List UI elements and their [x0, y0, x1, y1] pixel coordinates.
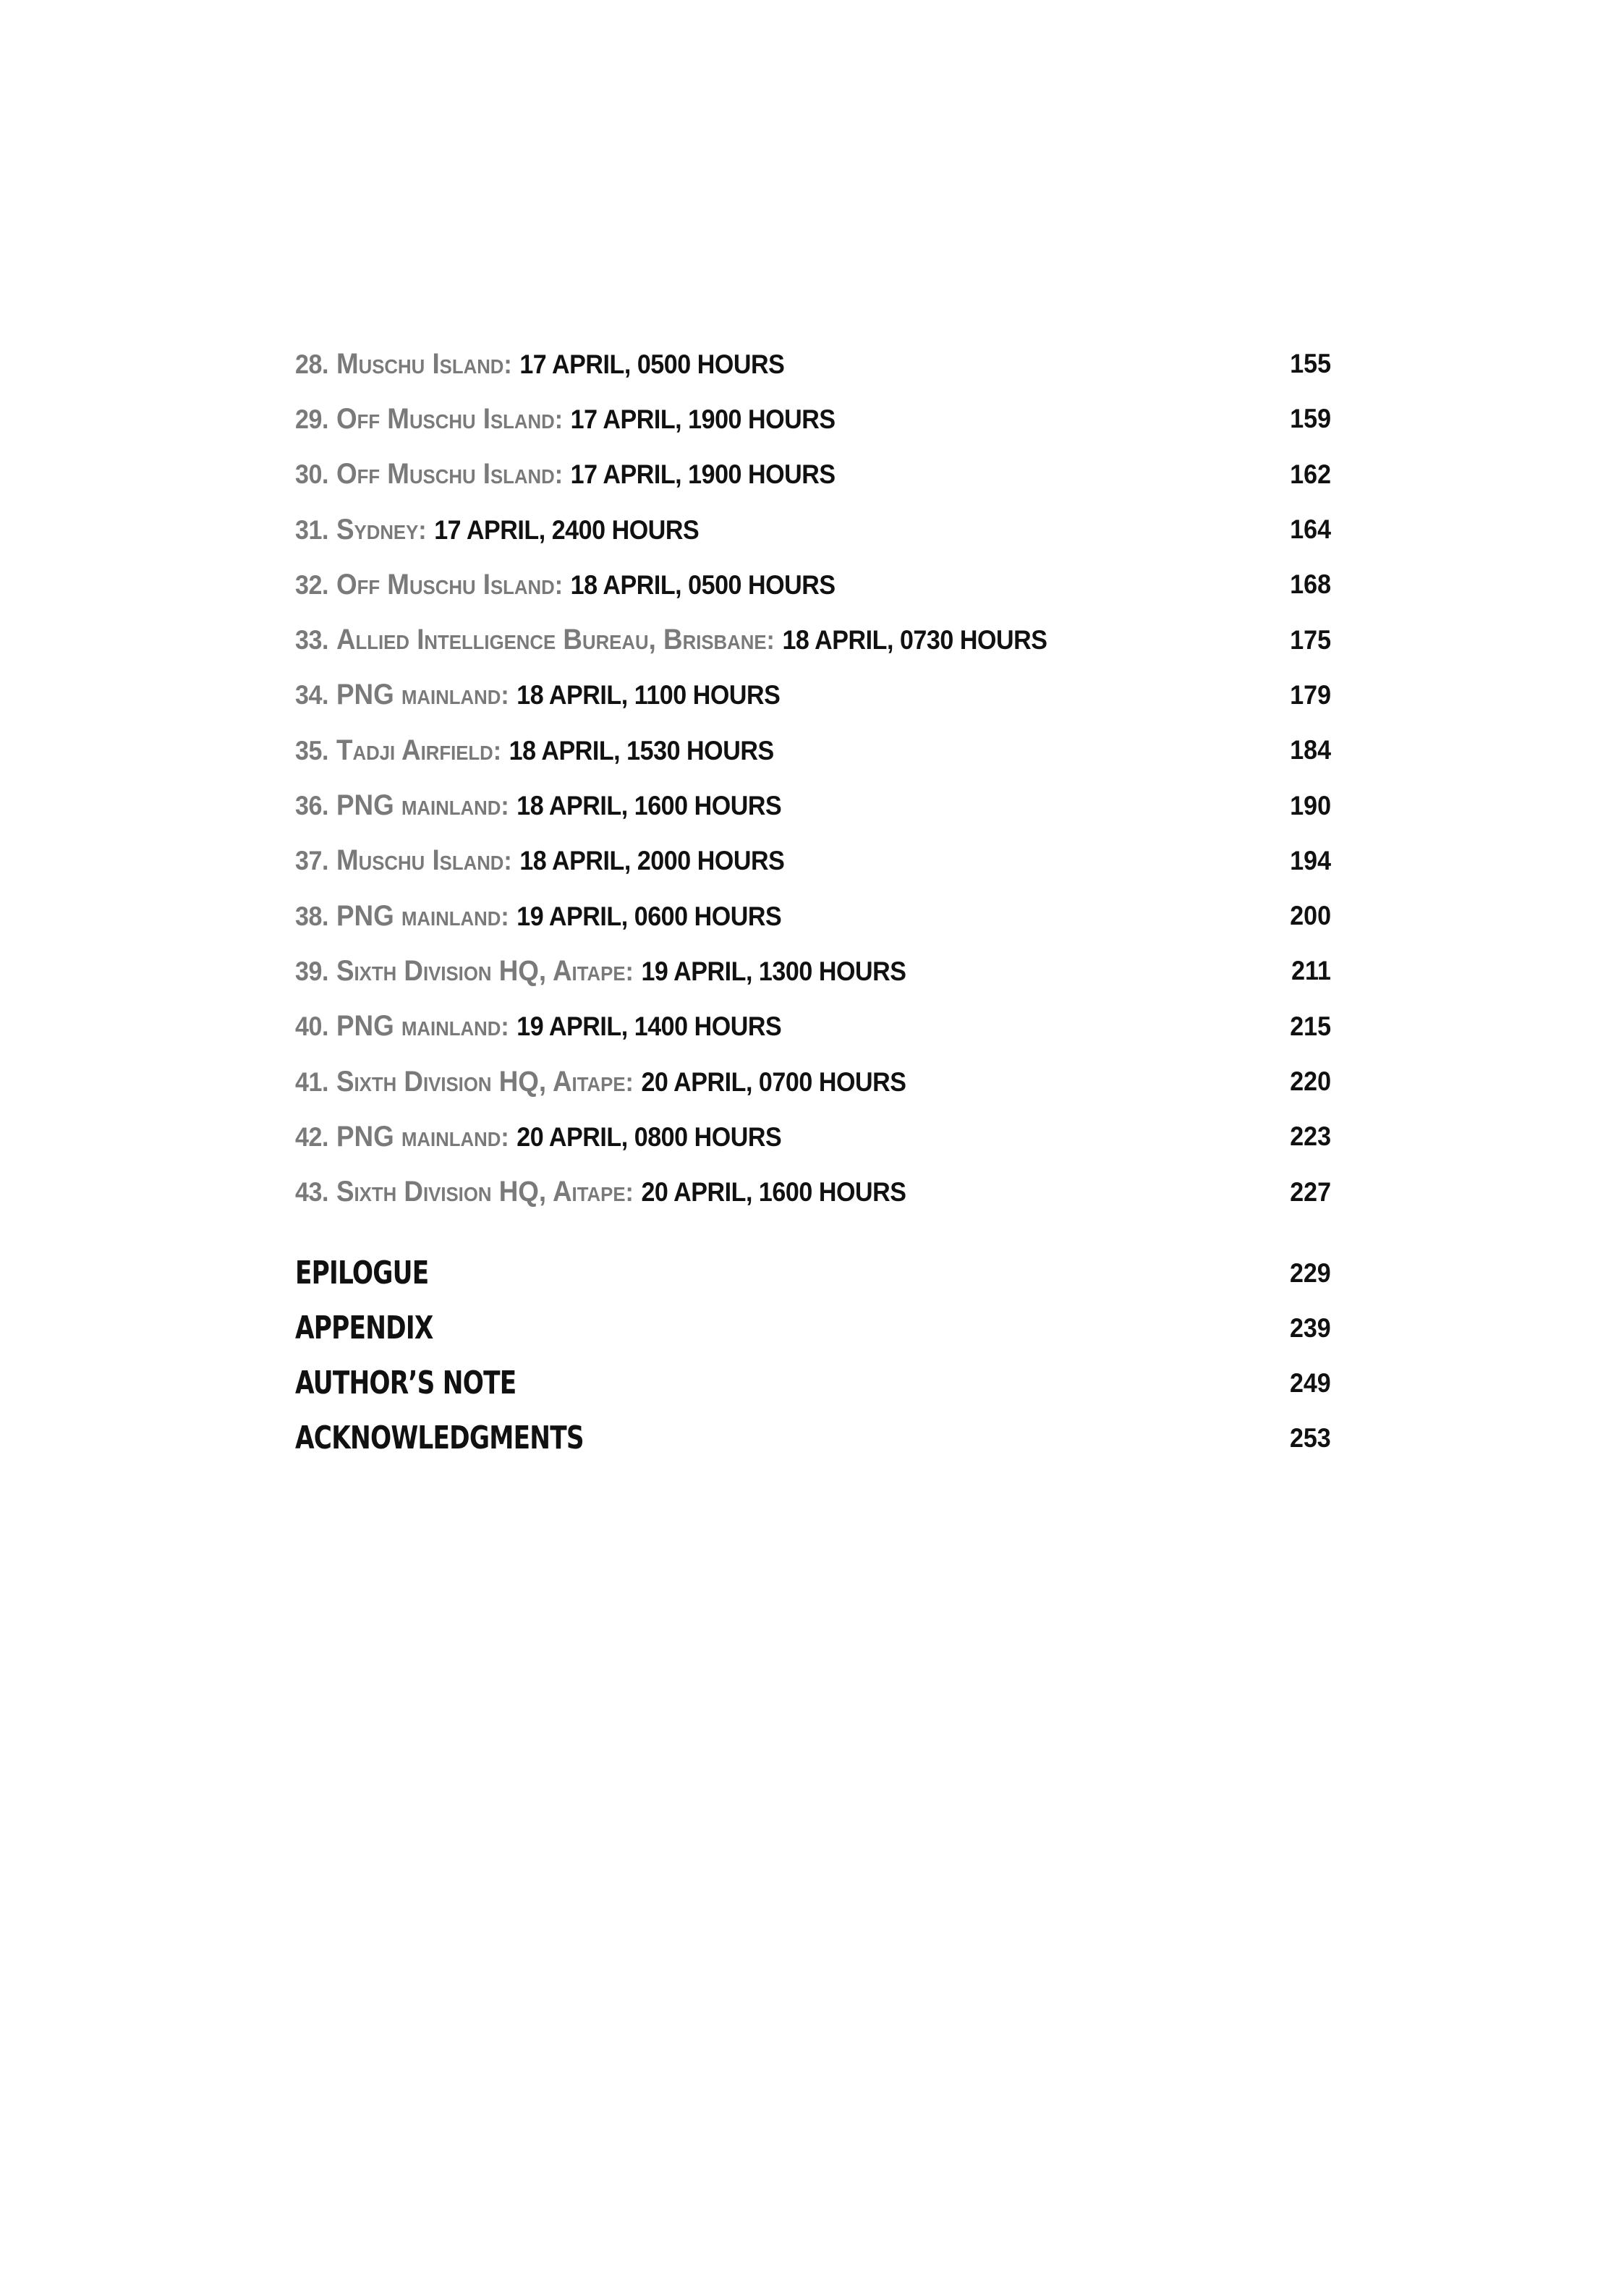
chapter-time: 18 APRIL, 1600 HOURS	[516, 791, 782, 821]
chapter-number: 43.	[295, 1177, 328, 1208]
page-number: 168	[1290, 569, 1331, 600]
toc-entry-title: 35. Tadji Airfield : 18 APRIL, 1530 HOURS	[295, 734, 774, 766]
toc-entry[interactable]	[295, 336, 1331, 391]
page-number: 175	[1290, 624, 1331, 655]
chapter-time: 20 APRIL, 0700 HOURS	[641, 1066, 906, 1097]
toc-entry-title: 42. PNG mainland : 20 APRIL, 0800 HOURS	[295, 1120, 782, 1153]
chapter-time: 18 APRIL, 1530 HOURS	[509, 735, 774, 765]
chapter-number: 33.	[295, 625, 328, 656]
chapter-place: Muschu Island	[336, 347, 504, 380]
toc-entry-authors-note[interactable]	[295, 1356, 1331, 1411]
chapter-time: 18 APRIL, 0730 HOURS	[782, 625, 1047, 656]
chapter-time: 19 APRIL, 1400 HOURS	[516, 1011, 782, 1042]
chapter-time: 19 APRIL, 0600 HOURS	[516, 901, 782, 931]
toc-entry[interactable]	[295, 557, 1331, 612]
chapter-time: 18 APRIL, 1100 HOURS	[516, 680, 781, 710]
toc-entry[interactable]	[295, 833, 1331, 888]
chapter-number: 38.	[295, 901, 328, 931]
page-number: 159	[1290, 404, 1331, 434]
table-of-contents	[295, 336, 1331, 1466]
chapter-number: 31.	[295, 514, 328, 545]
page-number: 253	[1290, 1422, 1331, 1453]
section-title: APPENDIX	[295, 1310, 433, 1347]
chapter-time: 17 APRIL, 1900 HOURS	[570, 404, 836, 434]
chapter-number: 28.	[295, 349, 328, 379]
chapter-number: 35.	[295, 735, 328, 765]
chapter-time: 20 APRIL, 1600 HOURS	[641, 1177, 906, 1208]
chapter-place: Sixth Division HQ, Aitape	[336, 1065, 626, 1098]
chapter-place: PNG mainland	[336, 1120, 501, 1153]
toc-entry-title: 43. Sixth Division HQ, Aitape : 20 APRIL, 1600 HOURS	[295, 1176, 906, 1208]
page-number: 184	[1290, 735, 1331, 765]
toc-entry-title: 37. Muschu Island : 18 APRIL, 2000 HOURS	[295, 844, 785, 877]
page-number: 194	[1290, 845, 1331, 875]
chapter-place: Sixth Division HQ, Aitape	[336, 1176, 626, 1208]
page-number: 239	[1290, 1312, 1331, 1343]
chapter-place: PNG mainland	[336, 899, 501, 932]
chapter-time: 18 APRIL, 0500 HOURS	[570, 569, 836, 600]
chapter-time: 17 APRIL, 1900 HOURS	[570, 459, 836, 490]
chapter-time: 19 APRIL, 1300 HOURS	[641, 956, 906, 986]
toc-entry-title: 40. PNG mainland : 19 APRIL, 1400 HOURS	[295, 1010, 782, 1043]
page-number: 211	[1291, 956, 1331, 986]
toc-entry-title: 29. Off Muschu Island : 17 APRIL, 1900 HOURS	[295, 402, 836, 435]
page-number: 220	[1290, 1066, 1331, 1096]
page-number: 249	[1290, 1367, 1331, 1398]
chapter-number: 39.	[295, 956, 328, 986]
toc-entry[interactable]	[295, 668, 1331, 723]
toc-entry-title: 39. Sixth Division HQ, Aitape : 19 APRIL, 1300 HOURS	[295, 954, 906, 987]
page-number: 190	[1290, 790, 1331, 820]
chapter-number: 30.	[295, 459, 328, 490]
toc-entry[interactable]	[295, 447, 1331, 502]
chapter-number: 36.	[295, 791, 328, 821]
toc-entry[interactable]	[295, 778, 1331, 833]
toc-entry[interactable]	[295, 723, 1331, 778]
page-number: 223	[1290, 1121, 1331, 1152]
chapter-number: 29.	[295, 404, 328, 434]
chapter-place: PNG mainland	[336, 789, 501, 822]
toc-entry-appendix[interactable]	[295, 1301, 1331, 1356]
toc-entry[interactable]	[295, 1109, 1331, 1164]
chapter-place: Sixth Division HQ, Aitape	[336, 954, 626, 987]
section-title: EPILOGUE	[295, 1255, 429, 1292]
chapter-place: Off Muschu Island	[336, 568, 555, 601]
chapter-number: 41.	[295, 1066, 328, 1097]
chapter-place: Sydney	[336, 513, 419, 546]
toc-entry[interactable]	[295, 1164, 1331, 1219]
chapter-number: 32.	[295, 569, 328, 600]
chapter-time: 17 APRIL, 0500 HOURS	[519, 349, 785, 379]
toc-entry-epilogue[interactable]	[295, 1246, 1331, 1301]
toc-entry-title: 34. PNG mainland : 18 APRIL, 1100 HOURS	[295, 679, 781, 711]
chapter-number: 42.	[295, 1121, 328, 1152]
chapter-number: 40.	[295, 1011, 328, 1042]
toc-entry[interactable]	[295, 943, 1331, 998]
toc-entry[interactable]	[295, 391, 1331, 446]
page-number: 229	[1290, 1257, 1331, 1288]
toc-entry-title: 33. Allied Intelligence Bureau, Brisbane : 18 APRIL, 0730 HOURS	[295, 624, 1047, 656]
toc-entry-title: 28. Muschu Island : 17 APRIL, 0500 HOURS	[295, 347, 785, 380]
section-title: AUTHOR’S NOTE	[295, 1365, 516, 1402]
toc-entry[interactable]	[295, 999, 1331, 1054]
page-number: 162	[1290, 459, 1331, 489]
toc-entry[interactable]	[295, 612, 1331, 667]
chapter-place: Muschu Island	[336, 844, 504, 877]
chapter-time: 20 APRIL, 0800 HOURS	[516, 1121, 782, 1152]
chapter-place: PNG mainland	[336, 679, 501, 711]
toc-entry[interactable]	[295, 1054, 1331, 1109]
toc-entry-title: 36. PNG mainland : 18 APRIL, 1600 HOURS	[295, 789, 782, 822]
back-matter-list	[295, 1246, 1331, 1466]
chapter-place: Off Muschu Island	[336, 402, 555, 435]
page-number: 200	[1290, 901, 1331, 931]
toc-entry-acknowledgments[interactable]	[295, 1411, 1331, 1466]
chapter-number: 37.	[295, 846, 328, 876]
toc-entry-title: 31. Sydney : 17 APRIL, 2400 HOURS	[295, 513, 700, 546]
chapter-time: 18 APRIL, 2000 HOURS	[519, 846, 785, 876]
page-number: 215	[1290, 1011, 1331, 1041]
page-number: 164	[1290, 514, 1331, 545]
chapter-number: 34.	[295, 680, 328, 710]
page-number: 179	[1290, 679, 1331, 710]
toc-entry[interactable]	[295, 502, 1331, 557]
toc-entry-title: 32. Off Muschu Island : 18 APRIL, 0500 HOURS	[295, 568, 836, 601]
chapter-time: 17 APRIL, 2400 HOURS	[434, 514, 700, 545]
toc-entry[interactable]	[295, 888, 1331, 943]
page-number: 227	[1290, 1176, 1331, 1207]
chapter-place: PNG mainland	[336, 1010, 501, 1043]
chapter-list	[295, 336, 1331, 1220]
toc-entry-title: 38. PNG mainland : 19 APRIL, 0600 HOURS	[295, 899, 782, 932]
page-number: 155	[1290, 349, 1331, 379]
chapter-place: Off Muschu Island	[336, 458, 555, 491]
chapter-place: Allied Intelligence Bureau, Brisbane	[336, 624, 767, 656]
section-title: ACKNOWLEDGMENTS	[295, 1420, 584, 1457]
toc-entry-title: 30. Off Muschu Island : 17 APRIL, 1900 HOURS	[295, 458, 836, 491]
chapter-place: Tadji Airfield	[336, 734, 493, 766]
toc-entry-title: 41. Sixth Division HQ, Aitape : 20 APRIL, 0700 HOURS	[295, 1065, 906, 1098]
